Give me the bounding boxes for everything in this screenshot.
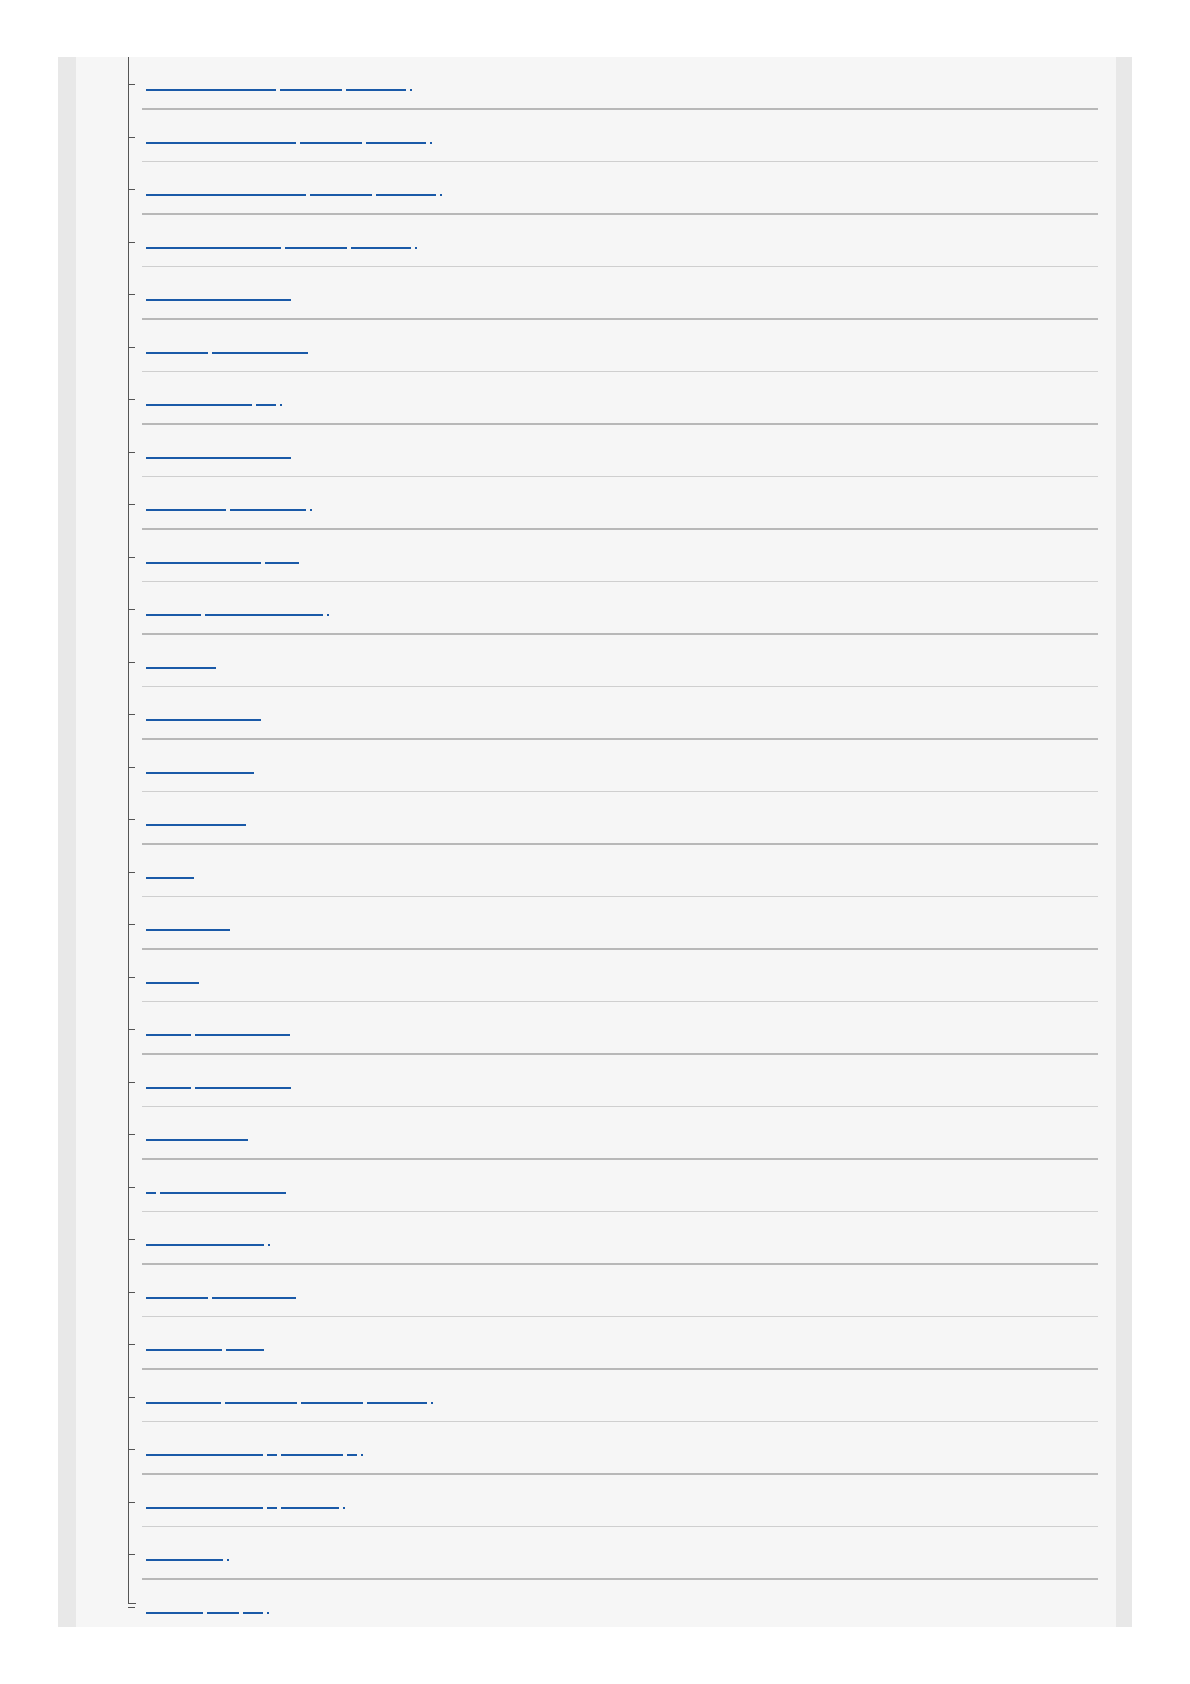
list-item (128, 740, 1098, 793)
link-trailing-period (430, 142, 432, 144)
link-underline-segment (285, 247, 347, 249)
toc-link[interactable] (146, 915, 234, 931)
link-underline-segment (351, 247, 411, 249)
link-underline-segment (300, 142, 362, 144)
link-underline-segment (146, 1034, 191, 1036)
list-item (128, 845, 1098, 898)
list-item (128, 110, 1098, 163)
link-trailing-period (268, 1244, 270, 1246)
tree-branch-tick (128, 1344, 135, 1345)
list-item (128, 582, 1098, 635)
link-underline-segment (146, 509, 226, 511)
toc-link[interactable] (146, 390, 282, 406)
toc-link[interactable] (146, 1388, 433, 1404)
list-item (128, 1265, 1098, 1318)
tree-branch-tick (128, 1397, 135, 1398)
list-item (128, 792, 1098, 845)
link-underline-segment (243, 1612, 263, 1614)
list-item (128, 1160, 1098, 1213)
tree-branch-tick (128, 1607, 135, 1608)
list-item (128, 477, 1098, 530)
tree-branch-tick (128, 347, 135, 348)
tree-branch-tick (128, 557, 135, 558)
link-underline-segment (146, 352, 208, 354)
link-underline-segment (146, 772, 254, 774)
toc-link[interactable] (146, 443, 295, 459)
tree-branch-tick (128, 452, 135, 453)
toc-link[interactable] (146, 1440, 363, 1456)
tree-branch-tick (128, 189, 135, 190)
toc-link[interactable] (146, 1020, 294, 1036)
toc-link[interactable] (146, 810, 250, 826)
link-underline-segment (146, 457, 291, 459)
toc-link[interactable] (146, 1545, 229, 1561)
link-trailing-period (343, 1507, 345, 1509)
list-item (128, 635, 1098, 688)
list-item (128, 320, 1098, 373)
link-underline-segment (366, 142, 426, 144)
link-underline-segment (146, 1559, 223, 1561)
tree-branch-tick (128, 767, 135, 768)
toc-link[interactable] (146, 75, 412, 91)
list-item (128, 267, 1098, 320)
link-underline-segment (146, 299, 291, 301)
toc-link[interactable] (146, 653, 220, 669)
tree-branch-tick (128, 1082, 135, 1083)
list-item (128, 162, 1098, 215)
link-underline-segment (146, 404, 252, 406)
toc-link[interactable] (146, 1178, 290, 1194)
toc-link[interactable] (146, 180, 442, 196)
link-trailing-period (410, 89, 412, 91)
toc-link[interactable] (146, 1283, 300, 1299)
link-underline-segment (146, 562, 261, 564)
link-underline-segment (146, 667, 216, 669)
link-underline-segment (146, 1139, 248, 1141)
link-trailing-period (280, 404, 282, 406)
toc-link[interactable] (146, 338, 312, 354)
link-underline-segment (212, 352, 308, 354)
list-item (128, 1422, 1098, 1475)
toc-link[interactable] (146, 1125, 252, 1141)
link-underline-segment (367, 1402, 427, 1404)
list-item (128, 1580, 1098, 1633)
toc-link[interactable] (146, 128, 432, 144)
link-underline-segment (146, 1507, 263, 1509)
list-item (128, 687, 1098, 740)
toc-link[interactable] (146, 233, 417, 249)
link-trailing-period (361, 1454, 363, 1456)
link-underline-segment (280, 89, 342, 91)
link-trailing-period (415, 247, 417, 249)
link-underline-segment (205, 614, 323, 616)
tree-branch-tick (128, 1449, 135, 1450)
link-underline-segment (146, 142, 296, 144)
list-item (128, 372, 1098, 425)
link-underline-segment (146, 1192, 156, 1194)
tree-branch-tick (128, 1502, 135, 1503)
link-underline-segment (195, 1034, 290, 1036)
list-item (128, 1370, 1098, 1423)
link-underline-segment (267, 1454, 277, 1456)
tree-branch-tick (128, 1134, 135, 1135)
tree-branch-tick (128, 819, 135, 820)
tree-branch-tick (128, 294, 135, 295)
link-underline-segment (146, 1297, 208, 1299)
tree-branch-tick (128, 1292, 135, 1293)
link-underline-segment (256, 404, 276, 406)
link-underline-segment (195, 1087, 291, 1089)
tree-branch-tick (128, 84, 135, 85)
link-trailing-period (327, 614, 329, 616)
link-underline-segment (281, 1454, 343, 1456)
toc-link[interactable] (146, 495, 312, 511)
tree-branch-tick (128, 1554, 135, 1555)
tree-branch-tick (128, 504, 135, 505)
list-item (128, 530, 1098, 583)
link-underline-segment (226, 1349, 264, 1351)
link-underline-segment (146, 929, 230, 931)
link-trailing-period (227, 1559, 229, 1561)
link-underline-segment (301, 1402, 363, 1404)
link-underline-segment (146, 877, 194, 879)
table-of-contents-list (128, 57, 1098, 1632)
toc-link[interactable] (146, 285, 295, 301)
link-underline-segment (310, 194, 372, 196)
link-underline-segment (230, 509, 306, 511)
link-underline-segment (376, 194, 436, 196)
link-trailing-period (267, 1612, 269, 1614)
link-underline-segment (346, 89, 406, 91)
list-item (128, 425, 1098, 478)
link-underline-segment (146, 1349, 222, 1351)
list-item (128, 1055, 1098, 1108)
tree-branch-tick (128, 1187, 135, 1188)
link-underline-segment (281, 1507, 339, 1509)
tree-branch-tick (128, 714, 135, 715)
tree-branch-tick (128, 977, 135, 978)
toc-link[interactable] (146, 705, 265, 721)
toc-link[interactable] (146, 1493, 345, 1509)
link-underline-segment (146, 1402, 221, 1404)
link-underline-segment (146, 1087, 191, 1089)
list-item (128, 57, 1098, 110)
link-underline-segment (207, 1612, 239, 1614)
link-underline-segment (146, 614, 201, 616)
link-underline-segment (146, 89, 276, 91)
link-underline-segment (267, 1507, 277, 1509)
link-trailing-period (310, 509, 312, 511)
tree-branch-tick (128, 924, 135, 925)
list-item (128, 897, 1098, 950)
tree-branch-tick (128, 1029, 135, 1030)
link-underline-segment (225, 1402, 297, 1404)
link-underline-segment (146, 719, 261, 721)
link-underline-segment (146, 194, 306, 196)
list-item (128, 1002, 1098, 1055)
tree-branch-tick (128, 399, 135, 400)
link-underline-segment (347, 1454, 357, 1456)
link-underline-segment (146, 1454, 263, 1456)
link-underline-segment (146, 247, 281, 249)
link-underline-segment (160, 1192, 286, 1194)
link-underline-segment (146, 982, 199, 984)
link-trailing-period (440, 194, 442, 196)
toc-link[interactable] (146, 600, 329, 616)
toc-link[interactable] (146, 1598, 269, 1614)
toc-link[interactable] (146, 1073, 295, 1089)
toc-link[interactable] (146, 548, 303, 564)
link-underline-segment (265, 562, 299, 564)
link-underline-segment (212, 1297, 296, 1299)
list-item (128, 1107, 1098, 1160)
toc-link[interactable] (146, 758, 258, 774)
tree-branch-tick (128, 242, 135, 243)
toc-link[interactable] (146, 863, 198, 879)
tree-branch-tick (128, 662, 135, 663)
list-item (128, 215, 1098, 268)
list-item (128, 1475, 1098, 1528)
link-underline-segment (146, 1612, 203, 1614)
link-trailing-period (431, 1402, 433, 1404)
tree-branch-tick (128, 872, 135, 873)
list-item (128, 1527, 1098, 1580)
toc-link[interactable] (146, 968, 203, 984)
tree-branch-tick (128, 1239, 135, 1240)
link-underline-segment (146, 1244, 264, 1246)
list-item (128, 1317, 1098, 1370)
toc-link[interactable] (146, 1335, 268, 1351)
tree-branch-tick (128, 609, 135, 610)
toc-link[interactable] (146, 1230, 270, 1246)
list-item (128, 1212, 1098, 1265)
tree-branch-tick (128, 137, 135, 138)
link-underline-segment (146, 824, 246, 826)
list-item (128, 950, 1098, 1003)
